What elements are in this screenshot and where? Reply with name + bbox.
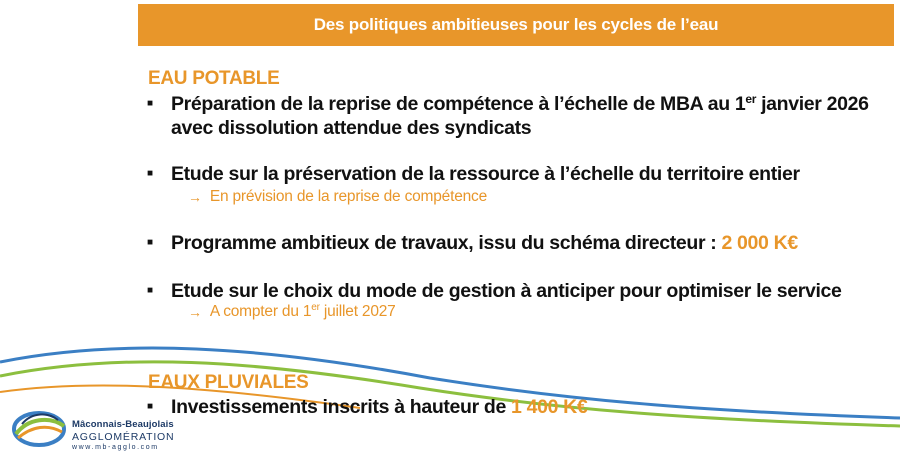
bullet-text: Investissements inscrits à hauteur de 1 400 K€ [171,396,588,418]
bullet-square-icon: ■ [147,98,153,109]
sub-text: A compter du 1er juillet 2027 [209,302,396,320]
page-title: Des politiques ambitieuses pour les cycles de l’eau [313,15,719,34]
bullet-square-icon: ■ [147,237,153,248]
bullet-square-icon: ■ [147,168,153,179]
bullet-square-icon: ■ [147,401,153,412]
amount-highlight: 2 000 K€ [721,232,798,254]
sub-item-4 [188,303,396,321]
bullet-item-5 [146,395,886,419]
logo-name: Mâconnais-Beaujolais [72,419,174,430]
sub-item-2 [188,188,487,206]
bullet-item-4 [146,279,886,303]
amount-highlight: 1 400 K€ [511,396,588,418]
bullet-text: Programme ambitieux de travaux, issu du schéma directeur : 2 000 K€ [171,232,798,254]
agglo-logo-icon [8,404,70,450]
bullet-text: Etude sur la préservation de la ressource à l’échelle du territoire entier [171,163,800,185]
sub-text: En prévision de la reprise de compétence [209,188,488,205]
arrow-right-icon: → [188,189,202,205]
bullet-text: Préparation de la reprise de compétence à l’échelle de MBA au 1er janvier 2026 avec dissolution attendue des syndicats [171,92,869,139]
bullet-item-3 [146,231,886,255]
header-banner [138,4,894,46]
logo-url: www.mb-agglo.com [72,444,159,451]
bullet-item-1 [146,92,886,140]
logo-subtitle: AGGLOMÉRATION [72,431,175,443]
bullet-text: Etude sur le choix du mode de gestion à anticiper pour optimiser le service [171,280,842,302]
bullet-square-icon: ■ [147,285,153,296]
section-title-eau-potable: EAU POTABLE [148,68,280,89]
bullet-item-2 [146,162,886,186]
agglo-logo-text [72,419,174,451]
section-title-eaux-pluviales: EAUX PLUVIALES [148,372,309,393]
arrow-right-icon: → [188,304,202,320]
